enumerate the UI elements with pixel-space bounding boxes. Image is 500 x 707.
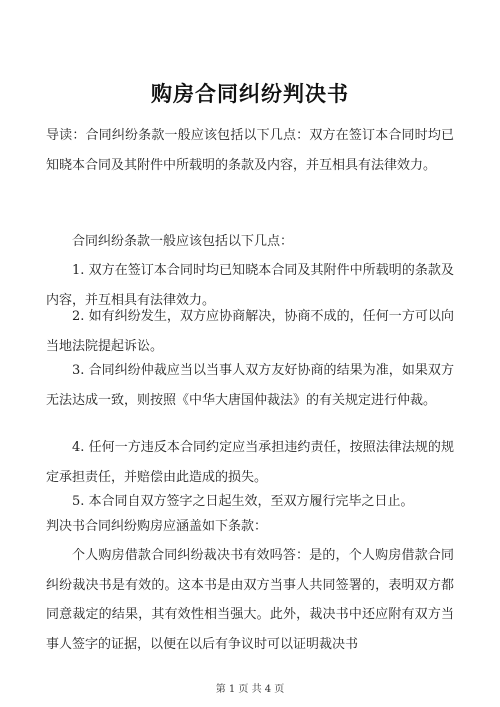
clause-item-2: 2. 如有纠纷发生，双方应协商解决，协商不成的，任何一方可以向当地法院提起诉讼。 xyxy=(46,309,454,354)
page-footer: 第 1 页 共 4 页 xyxy=(215,684,285,695)
clause-item-1: 1. 双方在签订本合同时均已知晓本合同及其附件中所载明的条款及内容，并互相具有法律效力。 xyxy=(46,263,454,308)
intro-paragraph: 导读：合同纠纷条款一般应该包括以下几点：双方在签订本合同时均已知晓本合同及其附件中所载明的条款及内容，并互相具有法律效力。 xyxy=(46,128,454,173)
clause-item-3: 3. 合同纠纷仲裁应当以当事人双方友好协商的结果为准，如果双方无法达成一致，则按照《中华大唐国仲裁法》的有关规定进行仲裁。 xyxy=(46,363,454,408)
clause-item-4: 4. 任何一方违反本合同约定应当承担违约责任，按照法律法规的规定承担责任，并赔偿由此造成的损失。 xyxy=(46,440,454,485)
document-title: 购房合同纠纷判决书 xyxy=(151,81,349,106)
judgment-heading: 判决书合同纠纷购房应涵盖如下条款： xyxy=(46,519,268,534)
body-paragraph: 个人购房借款合同纠纷裁决书有效吗答：是的，个人购房借款合同纠纷裁决书是有效的。这本书是由双方当事人共同签署的，表明双方都同意裁定的结果，其有效性相当强大。此外，裁决书中还应附有双方当事人签字的证据，以便在以后有争议时可以证明裁决书 xyxy=(46,548,454,652)
clause-intro: 合同纠纷条款一般应该包括以下几点： xyxy=(72,234,294,249)
clause-item-5: 5. 本合同自双方签字之日起生效，至双方履行完毕之日止。 xyxy=(72,494,414,509)
